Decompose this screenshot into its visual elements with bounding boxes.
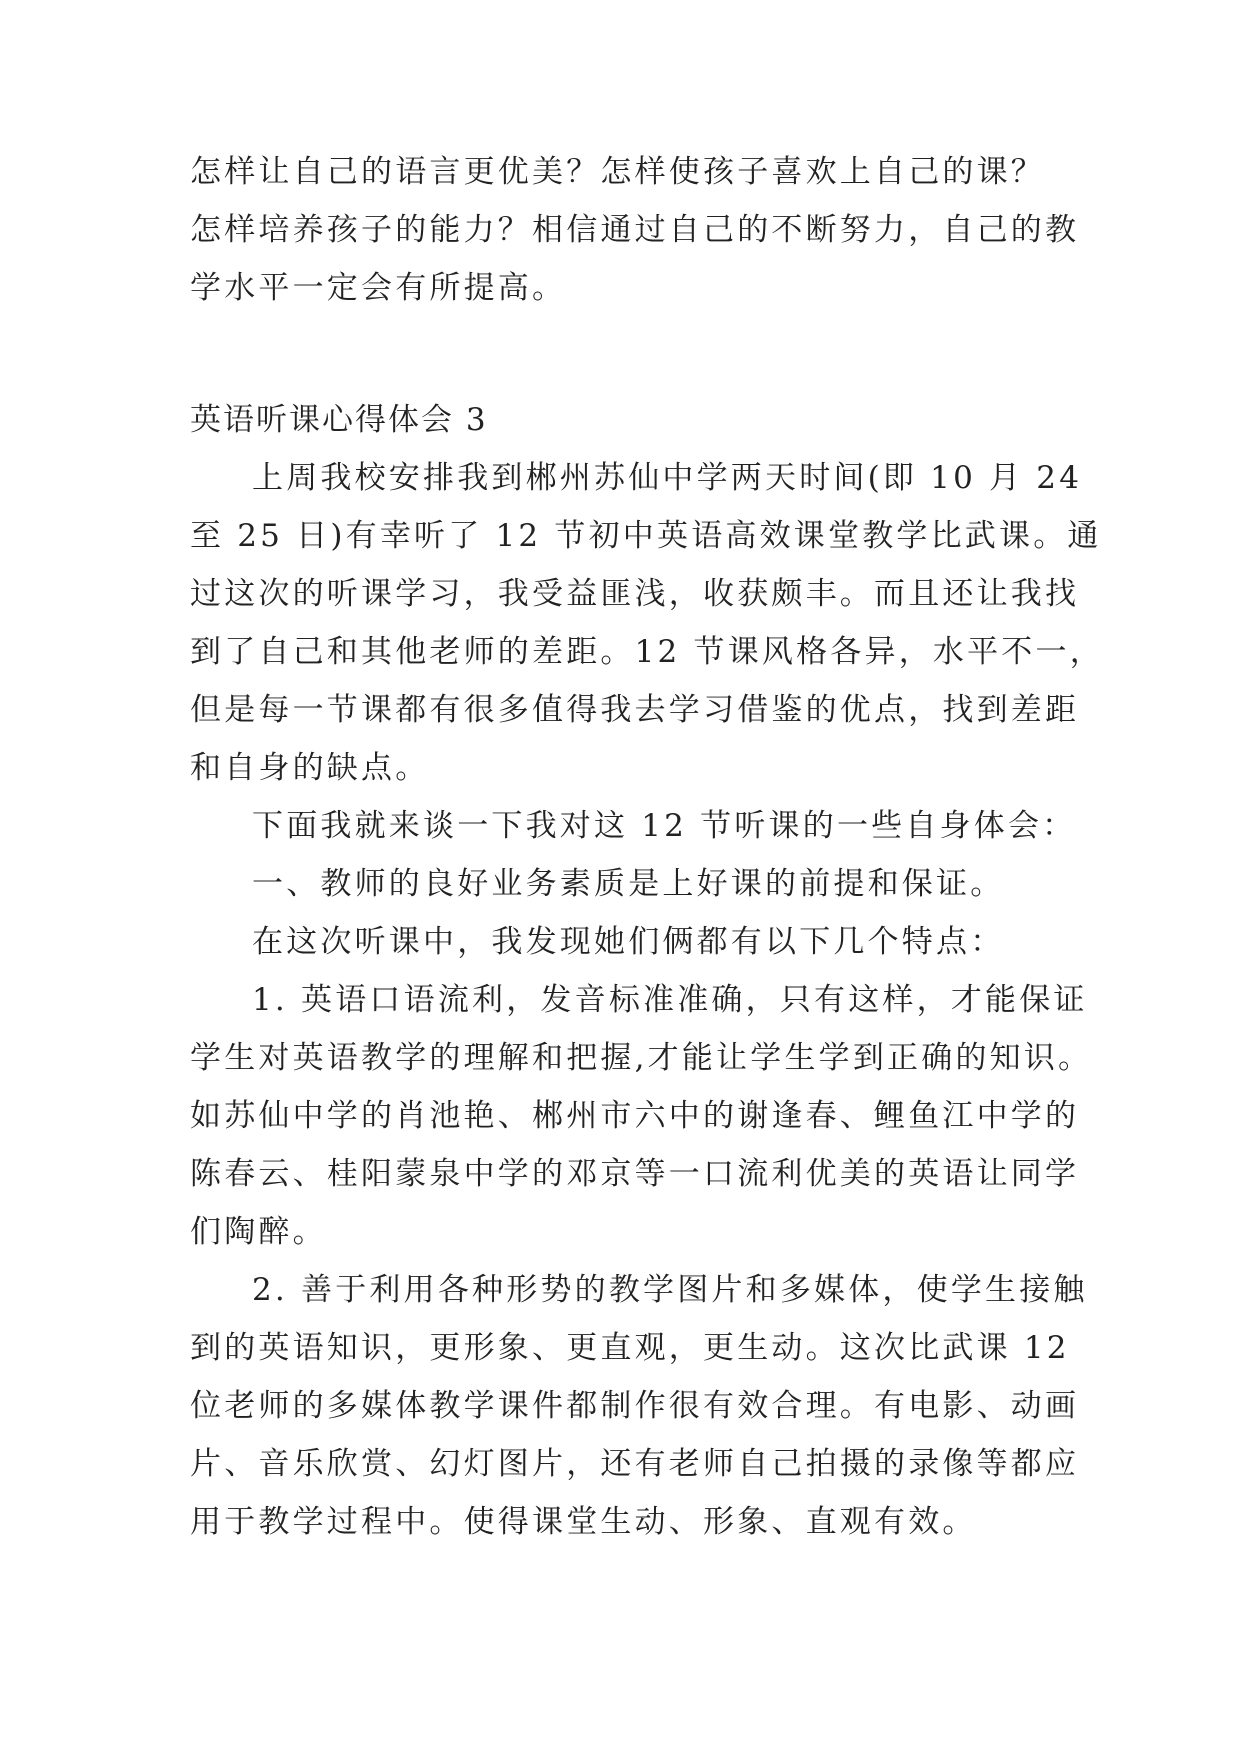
text-line: 但是每一节课都有很多值得我去学习借鉴的优点，找到差距 [190, 692, 1080, 728]
text-line: 们陶醉。 [190, 1214, 327, 1250]
text-line: 到了自己和其他老师的差距。12 节课风格各异，水平不一， [190, 634, 1104, 670]
text-line: 学水平一定会有所提高。 [190, 270, 567, 306]
text-line: 怎样培养孩子的能力？相信通过自己的不断努力，自己的教 [190, 212, 1080, 248]
text-line: 上周我校安排我到郴州苏仙中学两天时间(即 10 月 24 [252, 460, 1083, 496]
text-line: 过这次的听课学习，我受益匪浅，收获颇丰。而且还让我找 [190, 576, 1080, 612]
text-line: 学生对英语教学的理解和把握,才能让学生学到正确的知识。 [190, 1040, 1093, 1076]
text-line: 和自身的缺点。 [190, 750, 430, 786]
text-line: 片、音乐欣赏、幻灯图片，还有老师自己拍摄的录像等都应 [190, 1446, 1080, 1482]
text-line: 在这次听课中，我发现她们俩都有以下几个特点： [252, 924, 1005, 960]
text-line: 如苏仙中学的肖池艳、郴州市六中的谢逢春、鲤鱼江中学的 [190, 1098, 1080, 1134]
text-line: 下面我就来谈一下我对这 12 节听课的一些自身体会： [252, 808, 1077, 844]
section-heading: 英语听课心得体会 3 [190, 402, 488, 438]
text-line: 1. 英语口语流利，发音标准准确，只有这样，才能保证 [252, 982, 1088, 1018]
text-line: 位老师的多媒体教学课件都制作很有效合理。有电影、动画 [190, 1388, 1080, 1424]
text-line: 到的英语知识，更形象、更直观，更生动。这次比武课 12 [190, 1330, 1070, 1366]
text-line: 陈春云、桂阳蒙泉中学的邓京等一口流利优美的英语让同学 [190, 1156, 1080, 1192]
text-line: 怎样让自己的语言更优美？怎样使孩子喜欢上自己的课？ [190, 154, 1045, 190]
text-line: 2. 善于利用各种形势的教学图片和多媒体，使学生接触 [252, 1272, 1088, 1308]
text-line: 至 25 日)有幸听了 12 节初中英语高效课堂教学比武课。通 [190, 518, 1102, 554]
text-line: 用于教学过程中。使得课堂生动、形象、直观有效。 [190, 1504, 977, 1540]
text-line: 一、教师的良好业务素质是上好课的前提和保证。 [252, 866, 1005, 902]
